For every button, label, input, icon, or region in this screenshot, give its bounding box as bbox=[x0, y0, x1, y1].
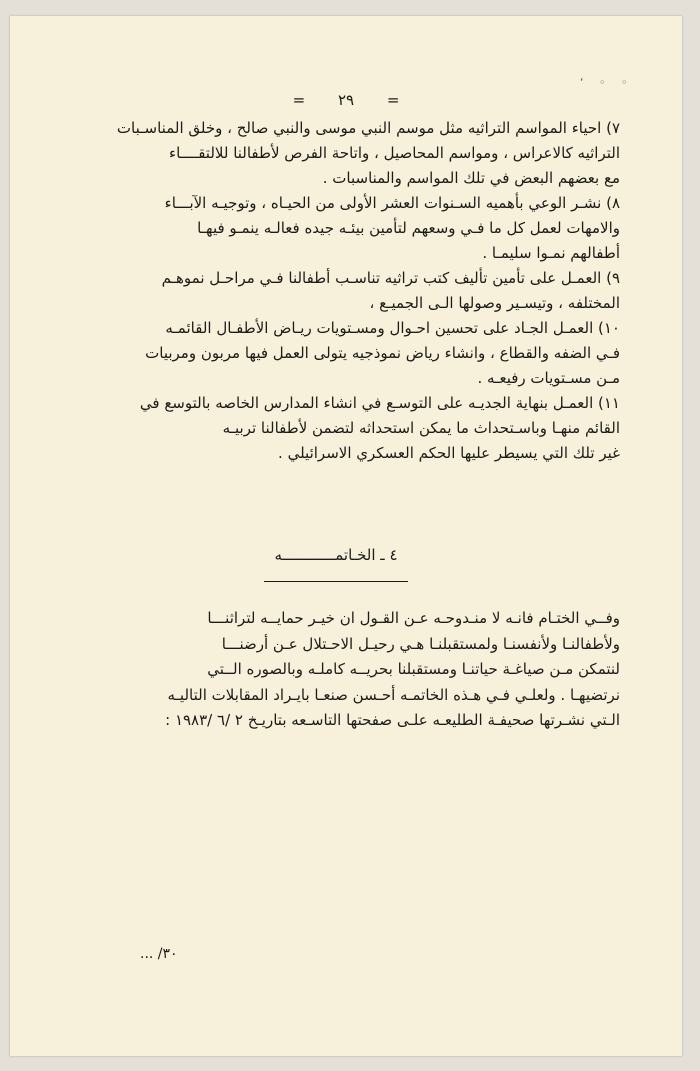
document-page bbox=[10, 16, 682, 1056]
section-title: ٤ ـ الخـاتمــــــــــــه bbox=[274, 546, 398, 564]
closing-line: وفــي الختـام فانـه لا منـدوحـه عـن القـول ان خيـر حمايــه لتراثنـــا bbox=[207, 609, 620, 627]
list-item-line: أطفالهم نمـوا سليمـا . bbox=[482, 244, 620, 262]
list-item-line: المختلفه ، وتيسـير وصولها الـى الجميـع ، bbox=[369, 294, 620, 312]
list-item-9 bbox=[130, 266, 620, 316]
page-number-mark: = bbox=[386, 91, 400, 109]
page-number-mark: = bbox=[292, 91, 306, 109]
closing-line: نرتضيهـا . ولعلـي فـي هـذه الخاتمـه أحـسن صنعـا بايـراد المقابلات التاليـه bbox=[167, 685, 620, 704]
closing-line: الـتي نشـرتها صحيفـة الطليعـه علـى صفحتها التاسـعه بتاريـخ ٢ /٦ /١٩٨٣ : bbox=[165, 711, 620, 729]
list-item-10 bbox=[130, 316, 620, 391]
closing-line: لنتمكن مـن صياغـة حياتنـا ومستقبلنا بحريــه كاملـه وبالصوره الــتي bbox=[207, 660, 620, 678]
list-item-line: ١٠) العمـل الجـاد على تحسين احـوال ومسـتويات ريـاض الأطفـال القائمـه bbox=[165, 319, 620, 337]
continuation-marker: ٣٠/ ... bbox=[140, 946, 178, 962]
list-item-line: ٨) نشـر الوعي بأهميه السـنوات العشر الأولى من الحيـاه ، وتوجيـه الآبـــاء bbox=[164, 194, 620, 212]
closing-paragraph bbox=[130, 606, 620, 734]
list-item-7 bbox=[116, 116, 620, 191]
section-title-underline bbox=[264, 581, 408, 582]
list-item-line: ٧) احياء المواسم التراثيه مثل موسم النبي موسى والنبي صالح ، وخلق المناسـبات bbox=[116, 119, 620, 137]
list-item-11 bbox=[130, 391, 620, 466]
closing-line: ولأطفالنـا ولأنفسنـا ولمستقبلنـا هـي رحيـل الاحـتلال عـن أرضنـــا bbox=[221, 634, 620, 653]
page-number: ٢٩ bbox=[337, 91, 355, 109]
list-item-8 bbox=[130, 191, 620, 266]
page-number-header bbox=[10, 91, 682, 109]
list-item-line: غير تلك التي يسيطر عليها الحكم العسكري الاسرائيلي . bbox=[278, 444, 620, 462]
list-item-line: ٩) العمـل على تأمين تأليف كتب تراثيه تناسـب أطفالنا فـي مراحـل نموهـم bbox=[161, 269, 620, 287]
corner-marks: ‘ ◦ ◦ bbox=[580, 76, 634, 89]
list-item-line: ١١) العمـل بنهاية الجديـه على التوسـع في انشاء المدارس الخاصه بالتوسع في bbox=[139, 394, 620, 412]
list-item-line: مع بعضهم البعض في تلك المواسم والمناسبات . bbox=[322, 169, 620, 187]
list-item-line: والامهات لعمل كل ما فـي وسعهم لتأمين بيئـه جيده فعالـه ينمـو فيهـا bbox=[197, 219, 620, 237]
recommendations-list bbox=[116, 116, 620, 466]
list-item-line: التراثيه كالاعراس ، ومواسم المحاصيل ، واتاحة الفرص لأطفالنا للالتقــــاء bbox=[169, 144, 620, 162]
list-item-line: القائم منهـا وباسـتحداث ما يمكن استحداثه لتضمن لأطفالنا تربيـه bbox=[222, 419, 620, 437]
list-item-line: فـي الضفه والقطاع ، وانشاء رياض نموذجيه يتولى العمل فيها مربون ومربيات bbox=[145, 344, 620, 362]
list-item-line: مـن مسـتويات رفيعـه . bbox=[477, 369, 620, 387]
